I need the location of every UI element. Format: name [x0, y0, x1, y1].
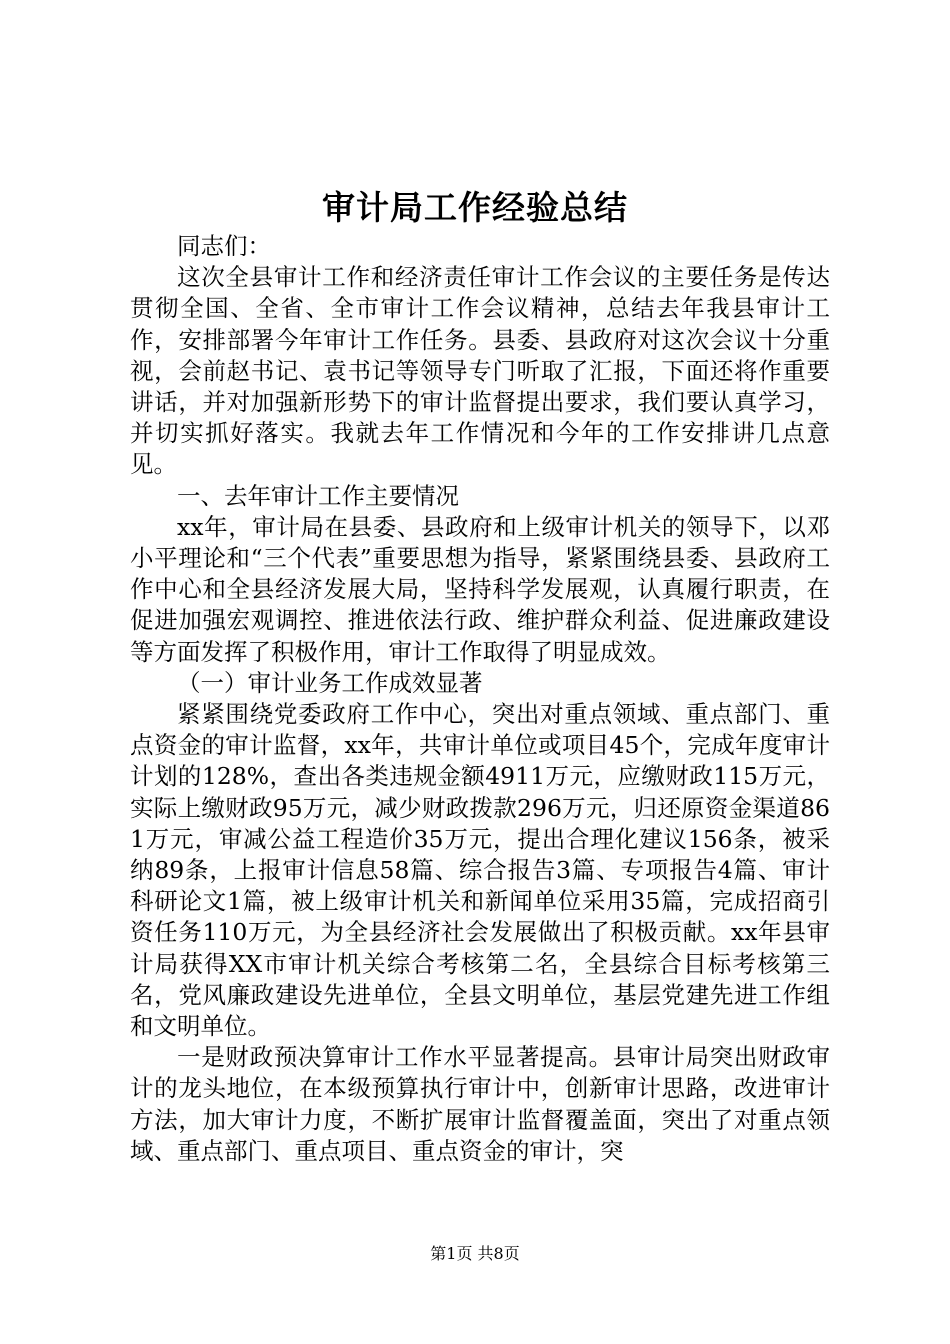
- paragraph-results: 紧紧围绕党委政府工作中心，突出对重点领域、重点部门、重点资金的审计监督，xx年，共审计单位或项目45个，完成年度审计计划的128%，查出各类违规金额4911万元，应缴财政115万元，实际上缴财政95万元，减少财政拨款296万元，归还原资金渠道861万元，审减公益工程造价35万元，提出合理化建议156条，被采纳89条，上报审计信息58篇、综合报告3篇、专项报告4篇、审计科研论文1篇，被上级审计机关和新闻单位采用35篇，完成招商引资任务110万元，为全县经济社会发展做出了积极贡献。xx年县审计局获得XX市审计机关综合考核第二名，全县综合目标考核第三名，党风廉政建设先进单位，全县文明单位，基层党建先进工作组和文明单位。: [130, 700, 830, 1041]
- page-number-footer: 第1页 共8页: [430, 1244, 520, 1263]
- document-title: 审计局工作经验总结: [322, 188, 628, 227]
- paragraph-fiscal-audit: 一是财政预决算审计工作水平显著提高。县审计局突出财政审计的龙头地位，在本级预算执行审计中，创新审计思路，改进审计方法，加大审计力度，不断扩展审计监督覆盖面，突出了对重点领域、重点部门、重点项目、重点资金的审计，突: [130, 1043, 830, 1165]
- subsection-heading: （一）审计业务工作成效显著: [177, 668, 483, 697]
- section-heading: 一、去年审计工作主要情况: [177, 481, 459, 510]
- salutation: 同志们：: [177, 232, 271, 260]
- paragraph-overview: xx年，审计局在县委、县政府和上级审计机关的领导下，以邓小平理论和“三个代表”重要思想为指导，紧紧围绕县委、县政府工作中心和全县经济发展大局，坚持科学发展观，认真履行职责，在促进加强宏观调控、推进依法行政、维护群众利益、促进廉政建设等方面发挥了积极作用，审计工作取得了明显成效。: [130, 512, 830, 666]
- paragraph-intro: 这次全县审计工作和经济责任审计工作会议的主要任务是传达贯彻全国、全省、全市审计工作会议精神，总结去年我县审计工作，安排部署今年审计工作任务。县委、县政府对这次会议十分重视，会前赵书记、袁书记等领导专门听取了汇报，下面还将作重要讲话，并对加强新形势下的审计监督提出要求，我们要认真学习，并切实抓好落实。我就去年工作情况和今年的工作安排讲几点意见。: [130, 263, 830, 479]
- document-body: [130, 231, 830, 1167]
